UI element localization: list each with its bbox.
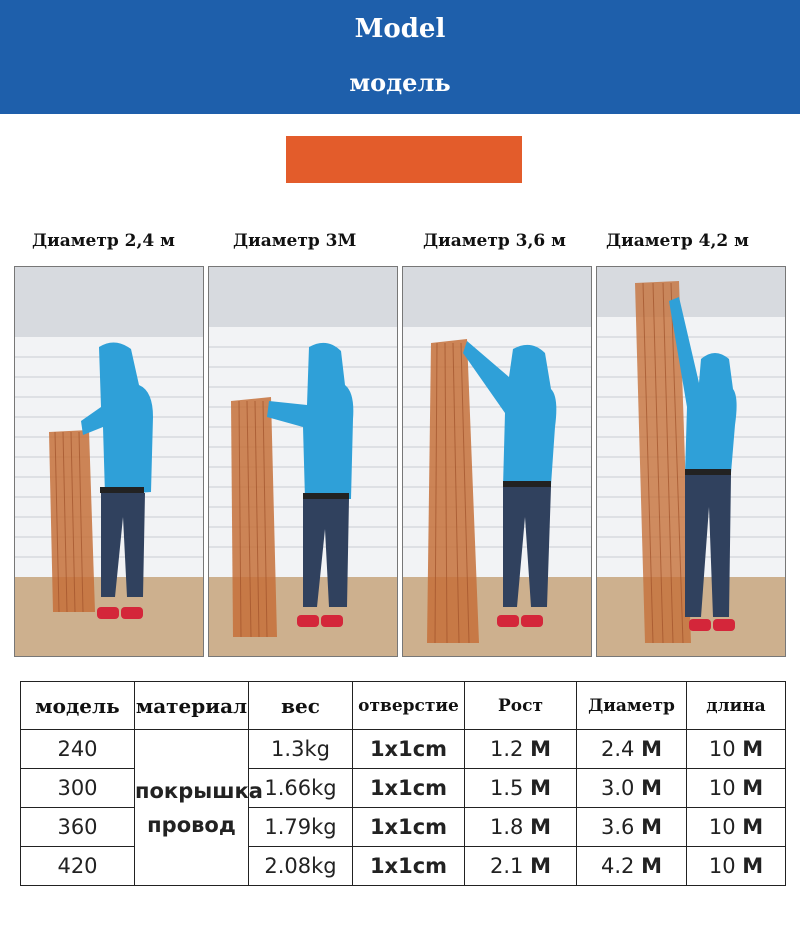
cell-model: 420: [21, 847, 135, 886]
table-row: [21, 730, 786, 769]
material-line-1: покрышка: [135, 778, 263, 803]
cell-length: 10 M: [687, 847, 786, 886]
header-length: длина: [687, 682, 786, 730]
photo-net-3-6m: [402, 266, 592, 657]
cell-model: 360: [21, 808, 135, 847]
photo-net-4-2m: [596, 266, 786, 657]
header-material: материал: [135, 682, 249, 730]
caption-diameter-3: Диаметр 3М: [233, 231, 357, 251]
cell-weight: 2.08kg: [249, 847, 353, 886]
cell-model: 300: [21, 769, 135, 808]
photo-net-2-4m: [14, 266, 204, 657]
cell-model: 240: [21, 730, 135, 769]
cell-height: 2.1 M: [465, 847, 577, 886]
banner-title-ru: модель: [349, 68, 451, 97]
material-line-2: провод: [147, 812, 236, 837]
cell-length: 10 M: [687, 730, 786, 769]
banner-title-en: Model: [354, 14, 446, 44]
cell-diameter: 2.4 M: [577, 730, 687, 769]
header-hole: отверстие: [353, 682, 465, 730]
caption-diameter-2-4: Диаметр 2,4 м: [32, 231, 175, 251]
header-diameter: Диаметр: [577, 682, 687, 730]
cell-height: 1.5 M: [465, 769, 577, 808]
cell-height: 1.8 M: [465, 808, 577, 847]
cell-hole: 1x1cm: [353, 808, 465, 847]
caption-diameter-3-6: Диаметр 3,6 м: [423, 231, 566, 251]
cell-diameter: 3.6 M: [577, 808, 687, 847]
cell-weight: 1.66kg: [249, 769, 353, 808]
cell-weight: 1.79kg: [249, 808, 353, 847]
header-model: модель: [21, 682, 135, 730]
cell-hole: 1x1cm: [353, 730, 465, 769]
header-banner: [0, 0, 800, 114]
cell-hole: 1x1cm: [353, 847, 465, 886]
cell-weight: 1.3kg: [249, 730, 353, 769]
cell-length: 10 M: [687, 769, 786, 808]
cell-length: 10 M: [687, 808, 786, 847]
cell-hole: 1x1cm: [353, 769, 465, 808]
cell-material: [135, 730, 263, 886]
spec-table: [20, 681, 785, 885]
caption-diameter-4-2: Диаметр 4,2 м: [606, 231, 749, 251]
table-header-row: [21, 682, 786, 730]
cell-diameter: 4.2 M: [577, 847, 687, 886]
header-height: Рост: [465, 682, 577, 730]
cell-diameter: 3.0 M: [577, 769, 687, 808]
header-weight: вес: [249, 682, 353, 730]
cell-height: 1.2 M: [465, 730, 577, 769]
accent-bar: [286, 136, 522, 183]
photo-net-3m: [208, 266, 398, 657]
